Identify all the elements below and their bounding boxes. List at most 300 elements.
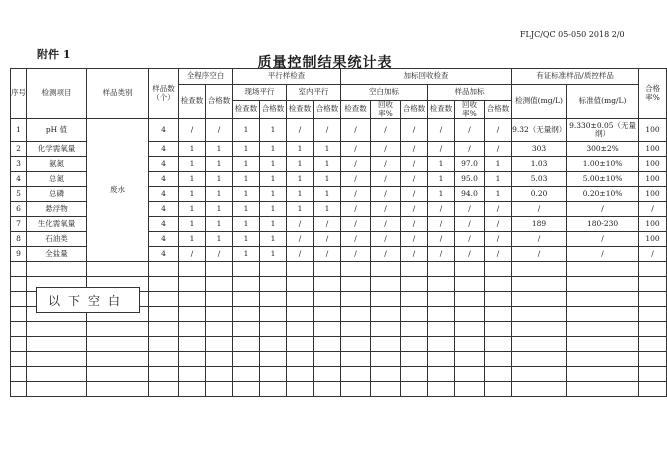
cell-n: 4 [149,247,179,262]
header-spike: 加标回收检查 [341,69,512,85]
empty-cell [87,337,149,352]
empty-cell [149,367,179,382]
empty-cell [639,367,667,382]
header-lp-pass: 合格数 [314,101,341,119]
empty-cell [11,277,27,292]
cell-sp-c: 1 [233,187,260,202]
empty-cell [485,337,512,352]
empty-cell [87,382,149,397]
cell-fb-c: 1 [179,202,206,217]
cell-bs-p: / [401,187,428,202]
empty-cell [455,322,485,337]
empty-cell [206,277,233,292]
empty-cell [485,352,512,367]
empty-cell [428,322,455,337]
cell-n: 4 [149,119,179,142]
empty-cell [567,352,639,367]
cell-sp-p: 1 [260,187,287,202]
cell-bs-p: / [401,247,428,262]
cell-standard: 5.00±10% [567,172,639,187]
empty-cell [206,262,233,277]
empty-cell [512,277,567,292]
cell-bs-c: / [341,157,371,172]
empty-cell [401,337,428,352]
empty-cell [149,352,179,367]
empty-cell [512,262,567,277]
empty-cell [455,382,485,397]
cell-measured: 189 [512,217,567,232]
empty-cell [149,277,179,292]
empty-cell [567,382,639,397]
cell-ss-r: / [455,202,485,217]
cell-n: 4 [149,157,179,172]
cell-rate: 100 [639,172,667,187]
empty-cell [87,262,149,277]
empty-cell [11,367,27,382]
cell-lp-c: 1 [287,187,314,202]
empty-cell [149,262,179,277]
cell-fb-p: / [206,247,233,262]
cell-lp-c: / [287,119,314,142]
cell-bs-p: / [401,232,428,247]
cell-ss-p: / [485,202,512,217]
header-blank-spike: 空白加标 [341,85,428,101]
cell-ss-p: 1 [485,157,512,172]
cell-sp-p: 1 [260,157,287,172]
empty-cell [401,292,428,307]
empty-cell [11,307,27,322]
cell-lp-p: 1 [314,202,341,217]
empty-cell [314,337,341,352]
empty-cell [567,262,639,277]
header-pass-rate: 合格率% [639,69,667,119]
cell-measured: / [512,247,567,262]
empty-cell [314,277,341,292]
cell-sp-c: 1 [233,157,260,172]
cell-bs-c: / [341,119,371,142]
empty-cell [512,292,567,307]
cell-bs-c: / [341,172,371,187]
empty-cell [27,367,87,382]
header-seq: 序号 [11,69,27,119]
empty-row [11,352,667,367]
empty-cell [341,277,371,292]
cell-seq: 1 [11,119,27,142]
header-sp-pass: 合格数 [260,101,287,119]
cell-fb-p: 1 [206,157,233,172]
cell-item: 化学需氧量 [27,142,87,157]
empty-cell [567,277,639,292]
cell-bs-r: / [371,202,401,217]
empty-cell [485,292,512,307]
empty-cell [27,337,87,352]
cell-ss-r: 97.0 [455,157,485,172]
header-ss-recovery: 回收率% [455,101,485,119]
empty-row [11,322,667,337]
empty-cell [149,337,179,352]
empty-cell [512,367,567,382]
cell-measured: 9.32（无量纲） [512,119,567,142]
empty-cell [179,322,206,337]
empty-cell [287,262,314,277]
cell-fb-c: 1 [179,157,206,172]
empty-cell [206,307,233,322]
empty-cell [428,277,455,292]
cell-rate: 100 [639,217,667,232]
empty-row [11,382,667,397]
qc-statistics-table [10,68,667,397]
cell-lp-c: / [287,217,314,232]
cell-measured: / [512,202,567,217]
cell-standard: 300±2% [567,142,639,157]
cell-item: 石油类 [27,232,87,247]
empty-cell [11,262,27,277]
empty-cell [206,382,233,397]
cell-ss-r: / [455,247,485,262]
cell-ss-c: 1 [428,157,455,172]
empty-cell [341,382,371,397]
cell-rate: 100 [639,157,667,172]
empty-cell [206,292,233,307]
cell-sp-c: 1 [233,247,260,262]
empty-cell [567,367,639,382]
empty-cell [179,262,206,277]
header-standard: 标准值(mg/L) [567,85,639,119]
empty-cell [512,382,567,397]
empty-cell [11,382,27,397]
empty-cell [428,307,455,322]
cell-sp-c: 1 [233,202,260,217]
empty-cell [512,352,567,367]
empty-cell [233,292,260,307]
table-body [11,119,667,397]
empty-cell [233,277,260,292]
cell-fb-c: 1 [179,217,206,232]
empty-cell [206,367,233,382]
empty-cell [512,307,567,322]
empty-cell [11,292,27,307]
cell-standard: 0.20±10% [567,187,639,202]
cell-measured: 0.20 [512,187,567,202]
cell-bs-c: / [341,187,371,202]
empty-cell [639,322,667,337]
empty-cell [428,292,455,307]
cell-bs-c: / [341,247,371,262]
empty-cell [485,262,512,277]
cell-standard: / [567,232,639,247]
cell-fb-p: 1 [206,217,233,232]
empty-cell [260,367,287,382]
cell-bs-r: / [371,157,401,172]
empty-cell [233,367,260,382]
cell-ss-c: / [428,232,455,247]
empty-cell [512,337,567,352]
cell-fb-p: 1 [206,142,233,157]
empty-cell [341,262,371,277]
empty-cell [27,262,87,277]
header-bs-check: 检查数 [341,101,371,119]
cell-bs-c: / [341,142,371,157]
cell-bs-r: / [371,247,401,262]
cell-sp-c: 1 [233,217,260,232]
cell-item: pH 值 [27,119,87,142]
empty-cell [233,262,260,277]
cell-measured: 1.03 [512,157,567,172]
cell-item: 总氮 [27,172,87,187]
empty-cell [11,352,27,367]
cell-lp-p: / [314,232,341,247]
empty-cell [341,367,371,382]
cell-ss-r: / [455,119,485,142]
cell-n: 4 [149,217,179,232]
empty-cell [87,352,149,367]
empty-cell [287,352,314,367]
cell-ss-r: / [455,232,485,247]
empty-cell [314,292,341,307]
cell-sp-c: 1 [233,142,260,157]
empty-cell [11,337,27,352]
cell-ss-p: / [485,247,512,262]
empty-cell [401,367,428,382]
cell-bs-p: / [401,202,428,217]
empty-cell [27,322,87,337]
empty-cell [179,367,206,382]
cell-bs-c: / [341,232,371,247]
cell-fb-p: 1 [206,232,233,247]
cell-fb-c: 1 [179,187,206,202]
empty-cell [287,307,314,322]
empty-cell [314,307,341,322]
empty-cell [428,262,455,277]
cell-bs-c: / [341,202,371,217]
empty-cell [428,337,455,352]
empty-cell [401,277,428,292]
cell-lp-c: / [287,232,314,247]
empty-cell [371,352,401,367]
cell-sp-p: 1 [260,247,287,262]
cell-measured: 5.03 [512,172,567,187]
cell-measured: 303 [512,142,567,157]
empty-cell [371,337,401,352]
cell-bs-p: / [401,142,428,157]
empty-cell [87,322,149,337]
cell-seq: 4 [11,172,27,187]
cell-fb-c: / [179,119,206,142]
cell-bs-p: / [401,172,428,187]
cell-lp-p: 1 [314,157,341,172]
empty-cell [639,382,667,397]
empty-cell [567,337,639,352]
empty-cell [371,382,401,397]
cell-standard: / [567,202,639,217]
cell-fb-p: 1 [206,172,233,187]
empty-row [11,367,667,382]
cell-ss-p: / [485,142,512,157]
empty-cell [260,322,287,337]
empty-cell [206,337,233,352]
empty-cell [260,337,287,352]
cell-sp-p: 1 [260,142,287,157]
cell-ss-p: / [485,232,512,247]
empty-cell [206,352,233,367]
cell-sp-c: 1 [233,172,260,187]
header-sample-type: 样品类别 [87,69,149,119]
empty-cell [233,337,260,352]
cell-bs-r: / [371,187,401,202]
empty-cell [287,382,314,397]
header-full-blank: 全程序空白 [179,69,233,85]
header-ss-pass: 合格数 [485,101,512,119]
empty-cell [233,382,260,397]
cell-lp-p: / [314,119,341,142]
cell-measured: / [512,232,567,247]
cell-rate: 100 [639,232,667,247]
cell-bs-r: / [371,119,401,142]
header-fb-check: 检查数 [179,85,206,119]
cell-bs-p: / [401,217,428,232]
cell-ss-p: 1 [485,172,512,187]
cell-ss-r: / [455,142,485,157]
header-measured: 检测值(mg/L) [512,85,567,119]
cell-n: 4 [149,232,179,247]
empty-cell [639,307,667,322]
empty-cell [287,322,314,337]
cell-ss-p: / [485,119,512,142]
cell-lp-c: 1 [287,157,314,172]
empty-cell [401,352,428,367]
header-parallel: 平行样检查 [233,69,341,85]
empty-cell [567,292,639,307]
cell-ss-c: / [428,142,455,157]
cell-bs-r: / [371,172,401,187]
empty-cell [485,322,512,337]
empty-cell [485,382,512,397]
empty-cell [11,322,27,337]
cell-item: 全盐量 [27,247,87,262]
empty-cell [639,277,667,292]
header-fb-pass: 合格数 [206,85,233,119]
cell-bs-r: / [371,232,401,247]
cell-lp-p: 1 [314,172,341,187]
cell-standard: 1.00±10% [567,157,639,172]
empty-cell [179,277,206,292]
cell-seq: 6 [11,202,27,217]
empty-cell [371,262,401,277]
attachment-label: 附件 1 [37,48,71,61]
cell-lp-p: / [314,247,341,262]
cell-ss-c: / [428,202,455,217]
cell-sp-p: 1 [260,172,287,187]
empty-cell [179,307,206,322]
empty-cell [567,307,639,322]
cell-bs-r: / [371,217,401,232]
empty-cell [401,262,428,277]
empty-cell [149,382,179,397]
blank-below-note: 以下空白 [36,287,140,313]
cell-fb-p: 1 [206,202,233,217]
cell-sp-p: 1 [260,217,287,232]
cell-ss-p: 1 [485,187,512,202]
empty-cell [260,292,287,307]
cell-seq: 2 [11,142,27,157]
empty-cell [287,367,314,382]
header-sample-spike: 样品加标 [428,85,512,101]
empty-cell [401,307,428,322]
cell-bs-p: / [401,119,428,142]
empty-cell [371,277,401,292]
cell-bs-r: / [371,142,401,157]
empty-cell [341,337,371,352]
empty-row [11,262,667,277]
cell-fb-p: / [206,119,233,142]
empty-row [11,337,667,352]
cell-fb-c: / [179,247,206,262]
header-sp-check: 检查数 [233,101,260,119]
empty-cell [314,322,341,337]
empty-cell [371,367,401,382]
cell-item: 总磷 [27,187,87,202]
cell-bs-p: / [401,157,428,172]
empty-cell [149,292,179,307]
empty-cell [639,337,667,352]
header-lab-parallel: 室内平行 [287,85,341,101]
empty-cell [371,322,401,337]
empty-cell [401,322,428,337]
empty-cell [179,337,206,352]
cell-ss-r: / [455,217,485,232]
cell-n: 4 [149,202,179,217]
empty-cell [287,277,314,292]
cell-ss-c: 1 [428,187,455,202]
cell-standard: 9.330±0.05（无量纲） [567,119,639,142]
cell-rate: 100 [639,187,667,202]
cell-n: 4 [149,172,179,187]
empty-cell [287,292,314,307]
header-bs-recovery: 回收率% [371,101,401,119]
cell-sp-c: 1 [233,119,260,142]
cell-rate: 100 [639,119,667,142]
empty-cell [149,322,179,337]
empty-cell [485,307,512,322]
cell-ss-p: / [485,217,512,232]
empty-cell [27,382,87,397]
cell-ss-r: 94.0 [455,187,485,202]
empty-cell [341,322,371,337]
header-bs-pass: 合格数 [401,101,428,119]
cell-lp-c: 1 [287,202,314,217]
table-title: 质量控制结果统计表 [257,55,393,71]
empty-cell [179,292,206,307]
cell-bs-c: / [341,217,371,232]
cell-fb-c: 1 [179,232,206,247]
empty-cell [455,337,485,352]
empty-cell [260,352,287,367]
cell-lp-p: 1 [314,187,341,202]
empty-cell [260,277,287,292]
cell-n: 4 [149,187,179,202]
cell-sp-p: 1 [260,202,287,217]
empty-cell [314,262,341,277]
empty-cell [455,277,485,292]
cell-rate: 100 [639,142,667,157]
cell-fb-c: 1 [179,142,206,157]
cell-ss-r: 95.0 [455,172,485,187]
cell-item: 悬浮物 [27,202,87,217]
empty-cell [455,292,485,307]
empty-cell [179,382,206,397]
empty-cell [567,322,639,337]
empty-cell [371,307,401,322]
